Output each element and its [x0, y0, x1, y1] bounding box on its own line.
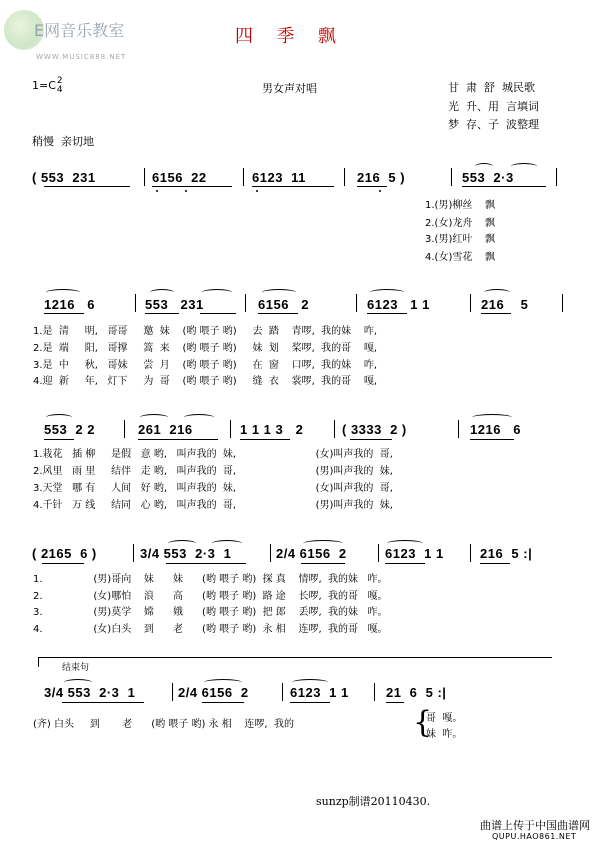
row3-measure-1: 553 2 2	[44, 422, 95, 437]
underline-beam	[386, 702, 404, 703]
barline	[451, 168, 452, 186]
row2-verse-2: 2.是 端 阳, 哥撑 篙 来 (哟 喂子 哟) 妹 划 桨啰, 我的哥 嘎,	[33, 343, 378, 354]
ending-brace-top: 哥 嘎。	[426, 713, 463, 724]
barline	[378, 544, 379, 562]
underline-beam	[145, 313, 179, 314]
underline-beam	[480, 563, 510, 564]
barline	[334, 420, 335, 438]
performance-style: 男女声对唱	[262, 82, 317, 95]
barline	[470, 544, 471, 562]
logo-name: E网音乐教室	[34, 21, 125, 40]
row1-measure-5: 553 2·3	[462, 170, 514, 185]
row1-measure-2: 6156 22	[152, 170, 207, 185]
slur	[204, 679, 242, 686]
key-denominator: 4	[56, 85, 63, 95]
slur	[262, 289, 296, 296]
credit-line-1: 甘 肃 舒 城民歌	[448, 81, 535, 94]
barline	[458, 420, 459, 438]
slur	[184, 414, 214, 421]
page-title: 四 季 飘	[235, 26, 340, 47]
ending-bracket-tick	[38, 657, 39, 667]
row4-verse-1: 1. (男)哥向 妹 妹 (哟 喂子 哟) 探 真 情啰, 我的妹 咋。	[33, 574, 388, 585]
underline-beam	[42, 563, 84, 564]
underline-beam	[481, 313, 511, 314]
barline	[124, 420, 125, 438]
barline	[270, 544, 271, 562]
slur	[511, 163, 537, 170]
underline-beam	[62, 702, 144, 703]
slur	[140, 414, 168, 421]
barline	[230, 420, 231, 438]
row2-measure-2: 553 231	[145, 297, 204, 312]
row3-verse-1: 1.栽花 插 柳 是假 意 哟, 叫声我的 妹, (女)叫声我的 哥,	[33, 449, 393, 460]
underline-beam	[301, 563, 345, 564]
underline-beam	[138, 439, 218, 440]
underline-beam	[152, 186, 232, 187]
row1-measure-1: ( 553 231	[32, 170, 96, 185]
row1-verse-3: 3.(男)红叶 飘	[425, 234, 496, 245]
underline-beam	[166, 563, 246, 564]
row1-measure-4: 216 5 )	[357, 170, 406, 185]
slur	[292, 679, 328, 686]
row3-measure-4: ( 3333 2 )	[342, 422, 407, 437]
row4-measure-5: 216 5 :|	[480, 546, 533, 561]
row1-verse-1: 1.(男)柳丝 飘	[425, 200, 496, 211]
row3-measure-5: 1216 6	[470, 422, 521, 437]
barline	[356, 294, 357, 312]
ending-measure-2: 2/4 6156 2	[178, 685, 249, 700]
underline-beam	[290, 702, 330, 703]
ending-bracket-line	[38, 657, 552, 658]
slur	[64, 679, 92, 686]
underline-beam	[350, 439, 392, 440]
ending-measure-1: 3/4 553 2·3 1	[44, 685, 136, 700]
underline-beam	[357, 186, 387, 187]
underline-beam	[462, 186, 546, 187]
barline	[133, 544, 134, 562]
row4-measure-3: 2/4 6156 2	[276, 546, 347, 561]
slur	[46, 289, 80, 296]
barline	[562, 294, 563, 312]
row3-measure-2: 261 216	[138, 422, 193, 437]
row2-verse-1: 1.是 清 明, 哥哥 邀 妹 (哟 喂子 哟) 去 踏 青啰, 我的妹 咋,	[33, 326, 378, 337]
ending-measure-4: 21 6 5 :|	[386, 685, 447, 700]
barline	[172, 683, 173, 701]
underline-beam	[470, 439, 514, 440]
slur	[370, 289, 404, 296]
underline-beam	[44, 186, 130, 187]
brace-symbol: {	[413, 705, 433, 740]
barline	[144, 168, 145, 186]
ending-lyric: (齐) 白头 到 老 (哟 喂子 哟) 永 相 连啰, 我的	[33, 719, 294, 730]
slur	[484, 289, 510, 296]
row2-measure-4: 6123 1 1	[367, 297, 430, 312]
footer-line-2: QUPU.HAO861.NET	[492, 832, 577, 841]
low-octave-dot	[256, 190, 258, 192]
barline	[135, 294, 136, 312]
logo-url: WWW.MUSIC888.NET	[36, 53, 127, 61]
row2-measure-3: 6156 2	[258, 297, 309, 312]
underline-beam	[240, 439, 290, 440]
signature: sunzp制谱20110430.	[316, 795, 431, 808]
credit-line-2: 光 升、用 言填词	[448, 100, 539, 113]
underline-beam	[200, 313, 236, 314]
key-numerator: 2	[56, 76, 63, 86]
row4-measure-2: 3/4 553 2·3 1	[140, 546, 232, 561]
underline-beam	[258, 313, 298, 314]
row1-verse-4: 4.(女)雪花 飘	[425, 252, 496, 263]
row2-measure-1: 1216 6	[44, 297, 95, 312]
footer-line-1: 曲谱上传于中国曲谱网	[480, 819, 590, 832]
row4-verse-4: 4. (女)白头 到 老 (哟 喂子 哟) 永 相 连啰, 我的哥 嘎。	[33, 624, 388, 635]
slur	[472, 414, 512, 421]
low-octave-dot	[185, 190, 187, 192]
slur	[150, 289, 174, 296]
underline-beam	[385, 563, 425, 564]
underline-beam	[252, 186, 334, 187]
row2-measure-5: 216 5	[481, 297, 529, 312]
key-prefix: 1=C	[32, 79, 56, 92]
slur	[46, 414, 72, 421]
row2-verse-3: 3.是 中 秋, 哥妹 尝 月 (哟 喂子 哟) 在 窗 口啰, 我的妹 咋,	[33, 360, 378, 371]
row3-verse-2: 2.风里 雨 里 结伴 走 哟, 叫声我的 哥, (男)叫声我的 妹,	[33, 466, 393, 477]
barline	[556, 168, 557, 186]
row4-measure-1: ( 2165 6 )	[32, 546, 97, 561]
ending-brace-bottom: 妹 咋。	[426, 729, 463, 740]
slur	[202, 289, 232, 296]
tempo-marking: 稍慢 亲切地	[32, 135, 94, 148]
credit-line-3: 梦 存、子 波整理	[448, 118, 539, 131]
underline-beam	[44, 313, 84, 314]
row3-measure-3: 1 1 1 3 2	[240, 422, 304, 437]
barline	[344, 168, 345, 186]
slur	[475, 163, 493, 170]
row1-verse-2: 2.(女)龙舟 飘	[425, 218, 496, 229]
row4-measure-4: 6123 1 1	[385, 546, 444, 561]
row1-measure-3: 6123 11	[252, 170, 306, 185]
row4-verse-2: 2. (女)哪怕 浪 高 (哟 喂子 哟) 路 途 长啰, 我的哥 嘎。	[33, 591, 388, 602]
row3-verse-3: 3.天堂 哪 有 人间 好 哟, 叫声我的 妹, (女)叫声我的 哥,	[33, 483, 393, 494]
row2-verse-4: 4.迎 新 年, 灯下 为 哥 (哟 喂子 哟) 缝 衣 裳啰, 我的哥 嘎,	[33, 376, 378, 387]
slur	[168, 540, 196, 547]
barline	[374, 683, 375, 701]
row3-verse-4: 4.千针 万 线 结同 心 哟, 叫声我的 哥, (男)叫声我的 妹,	[33, 500, 393, 511]
ending-label: 结束句	[62, 663, 90, 673]
barline	[243, 168, 244, 186]
key-signature	[32, 77, 63, 95]
ending-measure-3: 6123 1 1	[290, 685, 349, 700]
slur	[303, 540, 343, 547]
underline-beam	[202, 702, 244, 703]
underline-beam	[44, 439, 74, 440]
underline-beam	[367, 313, 407, 314]
row4-verse-3: 3. (男)莫学 嫦 娥 (哟 喂子 哟) 把 郎 丢啰, 我的妹 咋。	[33, 607, 388, 618]
barline	[282, 683, 283, 701]
barline	[470, 294, 471, 312]
barline	[245, 294, 246, 312]
low-octave-dot	[379, 190, 381, 192]
slur	[212, 540, 242, 547]
slur	[387, 540, 423, 547]
low-octave-dot	[156, 190, 158, 192]
